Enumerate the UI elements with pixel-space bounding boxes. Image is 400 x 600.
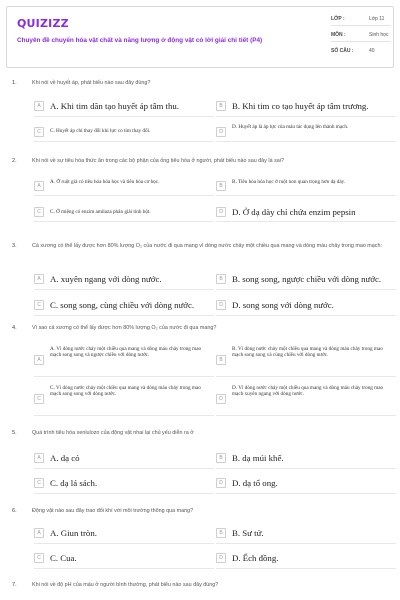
question-1-option-b[interactable] bbox=[216, 97, 396, 117]
option-key-box: D bbox=[216, 300, 226, 310]
option-key-box: C bbox=[34, 394, 44, 404]
question-1-option-c[interactable] bbox=[34, 122, 214, 142]
option-text: D. dạ tổ ong. bbox=[232, 478, 278, 488]
option-text: A. Vì dòng nước chảy một chiều qua mang và dòng máu chảy trong mao mạch song song và ngược chiều với dòng nước. bbox=[50, 346, 202, 359]
question-stem: Động vật nào sau đây trao đổi khí với môi trường thông qua mang? bbox=[32, 508, 194, 514]
question-stem: Khi nói về độ pH của máu ở người bình thường, phát biểu nào sau đây đúng? bbox=[32, 582, 219, 588]
option-key-box: B bbox=[216, 528, 226, 538]
option-text: A. Khi tim dãn tạo huyết áp tâm thu. bbox=[50, 101, 179, 111]
option-text: D. Vì dòng nước chảy một chiều qua mang và dòng máu chảy trong mao mạch xuyên ngang với dòng nước. bbox=[232, 385, 384, 398]
option-text: A. dạ cỏ bbox=[50, 453, 80, 463]
option-text: C. song song, cùng chiều với dòng nước. bbox=[50, 300, 195, 310]
option-key-box: A bbox=[34, 528, 44, 538]
option-key-box: A bbox=[34, 453, 44, 463]
meta-subject-label: MÔN : bbox=[331, 32, 346, 38]
option-key-box: B bbox=[216, 274, 226, 284]
question-number: 1. bbox=[12, 80, 17, 86]
option-key-box: D bbox=[216, 478, 226, 488]
meta-grade-label: LỚP : bbox=[331, 16, 345, 22]
option-text: B. dạ múi khế. bbox=[232, 453, 284, 463]
question-6-option-d[interactable] bbox=[216, 549, 396, 569]
option-key-box: C bbox=[34, 300, 44, 310]
question-5-option-a[interactable] bbox=[34, 449, 214, 469]
option-key-box: C bbox=[34, 553, 44, 563]
question-2-option-b[interactable] bbox=[216, 176, 396, 196]
option-text: B. Vì dòng nước chảy một chiều qua mang và dòng máu chảy trong mao mạch song song và cùng chiều với dòng nước. bbox=[232, 346, 383, 359]
option-key-box: D bbox=[216, 207, 226, 217]
option-text: B. Sư tử. bbox=[232, 528, 264, 538]
question-1-option-d[interactable] bbox=[216, 122, 396, 142]
question-stem: Khi nói về sự tiêu hóa thức ăn trong các bộ phận của ống tiêu hóa ở người, phát biểu nào sau đây là sai? bbox=[32, 158, 284, 164]
option-text: C. Huyết áp chỉ thay đổi khi lực co tim thay đổi. bbox=[50, 128, 151, 134]
question-1-option-a[interactable] bbox=[34, 97, 214, 117]
document-title: Chuyên đề chuyển hóa vật chất và năng lượng ở động vật có lời giải chi tiết (P4) bbox=[17, 37, 263, 44]
option-text: C. Cua. bbox=[50, 553, 77, 563]
option-key-box: D bbox=[216, 394, 226, 404]
option-text: C. Vì dòng nước chảy một chiều qua mang và dòng máu chảy trong mao mạch song song với dòng nước. bbox=[50, 385, 201, 398]
meta-count-value: 40 bbox=[369, 48, 375, 54]
option-text: A. xuyên ngang với dòng nước. bbox=[50, 274, 162, 284]
divider bbox=[331, 25, 391, 26]
option-key-box: D bbox=[216, 127, 226, 137]
question-number: 6. bbox=[12, 508, 17, 514]
option-key-box: C bbox=[34, 478, 44, 488]
question-5-option-d[interactable] bbox=[216, 474, 396, 494]
quizizz-logo: QUIZIZZ bbox=[17, 17, 69, 30]
question-5-option-c[interactable] bbox=[34, 474, 214, 494]
option-key-box: C bbox=[34, 207, 44, 217]
question-number: 5. bbox=[12, 430, 17, 436]
question-6-option-c[interactable] bbox=[34, 549, 214, 569]
meta-count-label: SỐ CÂU : bbox=[331, 48, 354, 54]
question-5-option-b[interactable] bbox=[216, 449, 396, 469]
option-text: D. Huyết áp là áp lực của máu tác dụng lên thành mạch. bbox=[232, 124, 349, 130]
question-6-option-a[interactable] bbox=[34, 524, 214, 544]
question-number: 4. bbox=[12, 325, 17, 331]
question-2-option-d[interactable] bbox=[216, 202, 396, 222]
question-2-option-a[interactable] bbox=[34, 176, 214, 196]
question-stem: Khi nói về huyết áp, phát biểu nào sau đây đúng? bbox=[32, 80, 151, 86]
option-key-box: A bbox=[34, 101, 44, 111]
option-key-box: A bbox=[34, 181, 44, 191]
question-4-option-d[interactable] bbox=[216, 382, 396, 416]
question-number: 7. bbox=[12, 582, 17, 588]
option-key-box: A bbox=[34, 274, 44, 284]
meta-grade-value: Lớp 11 bbox=[369, 16, 385, 22]
question-4-option-c[interactable] bbox=[34, 382, 214, 416]
option-key-box: B bbox=[216, 355, 226, 365]
option-key-box: B bbox=[216, 101, 226, 111]
option-text: C. Ở miệng có enzim amilaza phân giải tinh bột. bbox=[50, 209, 151, 215]
question-number: 2. bbox=[12, 158, 17, 164]
meta-subject-value: Sinh học bbox=[369, 32, 389, 38]
option-text: B. Khi tim co tạo huyết áp tâm trương. bbox=[232, 101, 369, 111]
question-6-option-b[interactable] bbox=[216, 524, 396, 544]
question-stem: Cá xương có thể lấy được hơn 80% lượng O₂ của nước đi qua mang vì dòng nước chảy một chiều qua mang và dòng máu chảy trong mao mạch: bbox=[32, 243, 382, 249]
option-text: C. dạ lá sách. bbox=[50, 478, 98, 488]
option-key-box: D bbox=[216, 553, 226, 563]
document-header bbox=[6, 6, 394, 68]
option-text: A. Giun tròn. bbox=[50, 528, 97, 538]
question-3-option-c[interactable] bbox=[34, 296, 214, 316]
option-text: D. Ở dạ dày chỉ chứa enzim pepsin bbox=[232, 207, 356, 217]
option-text: B. song song, ngược chiều với dòng nước. bbox=[232, 274, 382, 284]
option-text: A. Ở ruột già có tiêu hóa hóa học và tiêu hóa cơ học. bbox=[50, 179, 160, 185]
question-3-option-d[interactable] bbox=[216, 296, 396, 316]
question-stem: Quá trình tiêu hóa xenlulozo của động vật nhai lại chủ yếu diễn ra ở bbox=[32, 430, 194, 436]
option-key-box: B bbox=[216, 181, 226, 191]
question-4-option-a[interactable] bbox=[34, 343, 214, 377]
question-number: 3. bbox=[12, 243, 17, 249]
divider bbox=[331, 41, 391, 42]
option-key-box: B bbox=[216, 453, 226, 463]
option-text: B. Tiêu hóa hóa học ở ruột non quan trọng hơn dạ dày. bbox=[232, 179, 346, 185]
option-key-box: C bbox=[34, 127, 44, 137]
question-4-option-b[interactable] bbox=[216, 343, 396, 377]
option-text: D. song song với dòng nước. bbox=[232, 300, 334, 310]
question-stem: Vì sao cá xương có thể lấy được hơn 80% lượng O₂ của nước đi qua mang? bbox=[32, 325, 217, 331]
question-3-option-a[interactable] bbox=[34, 270, 214, 290]
question-3-option-b[interactable] bbox=[216, 270, 396, 290]
option-key-box: A bbox=[34, 355, 44, 365]
question-2-option-c[interactable] bbox=[34, 202, 214, 222]
option-text: D. Ếch đồng. bbox=[232, 553, 279, 563]
